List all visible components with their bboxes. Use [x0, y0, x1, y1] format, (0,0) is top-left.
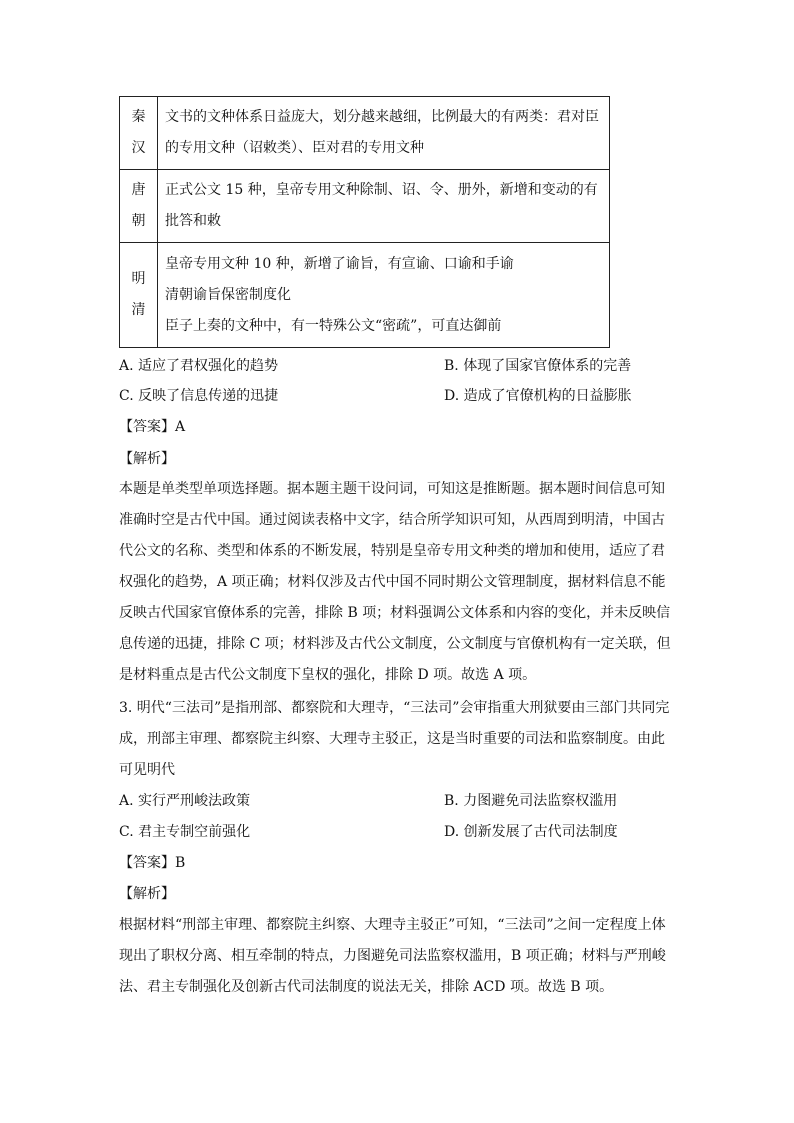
era-cell [120, 97, 158, 170]
era-cell [120, 243, 158, 348]
description-line: 臣子上奏的文种中，有一特殊公文“密疏”，可直达御前 [165, 317, 502, 334]
era-char: 清 [131, 302, 146, 318]
q3-analysis-label: 【解析】 [119, 886, 175, 902]
q3-option-d: D. 创新发展了古代司法制度 [444, 824, 618, 840]
q3-stem [119, 693, 669, 786]
q3-option-b: B. 力图避免司法监察权滥用 [444, 793, 618, 809]
era-char: 唐 [131, 182, 146, 198]
stem-line: 成，刑部主审理、都察院主纠察、大理寺主驳正，这是当时重要的司法和监察制度。由此 [119, 731, 665, 747]
era-cell [120, 170, 158, 243]
analysis-line: 现出了职权分离、相互牵制的特点，力图避免司法监察权滥用，B 项正确；材料与严刑峻 [119, 948, 666, 964]
description-line: 清朝谕旨保密制度化 [165, 286, 291, 303]
analysis-line: 本题是单类型单项选择题。据本题主题干设问词，可知这是推断题。据本题时间信息可知 [119, 481, 665, 497]
q2-option-c: C. 反映了信息传递的迅捷 [119, 388, 279, 404]
description-line: 的专用文种（诏敕类）、臣对君的专用文种 [165, 140, 424, 156]
analysis-line: 权强化的趋势，A 项正确；材料仅涉及古代中国不同时期公文管理制度，据材料信息不能 [119, 574, 666, 590]
table-row [120, 170, 610, 243]
era-char: 汉 [131, 140, 146, 156]
description-line: 文书的文种体系日益庞大，划分越来越细，比例最大的有两类：君对臣 [165, 109, 599, 125]
analysis-line: 是材料重点是古代公文制度下皇权的强化，排除 D 项。故选 A 项。 [119, 667, 537, 683]
description-cell [158, 243, 610, 348]
description-line: 正式公文 15 种，皇帝专用文种除制、诏、令、册外，新增和变动的有 [165, 182, 598, 198]
q2-analysis [119, 474, 669, 691]
table-row [120, 97, 610, 170]
q2-option-b: B. 体现了国家官僚体系的完善 [444, 358, 632, 374]
analysis-line: 准确时空是古代中国。通过阅读表格中文字，结合所学知识可知，从西周到明清，中国古 [119, 512, 665, 528]
stem-line: 3. 明代“三法司”是指刑部、都察院和大理寺，“三法司”会审指重大刑狱要由三部门共同完 [119, 700, 670, 716]
analysis-line: 法、君主专制强化及创新古代司法制度的说法无关，排除 ACD 项。故选 B 项。 [119, 979, 614, 995]
q2-answer: 【答案】A [119, 419, 186, 435]
era-char: 秦 [131, 109, 146, 125]
analysis-line: 根据材料“刑部主审理、都察院主纠察、大理寺主驳正”可知，“三法司”之间一定程度上体 [119, 917, 666, 933]
table-row [120, 243, 610, 348]
description-cell [158, 170, 610, 243]
q3-analysis [119, 910, 669, 1003]
analysis-line: 代公文的名称、类型和体系的不断发展，特别是皇帝专用文种类的增加和使用，适应了君 [119, 543, 665, 559]
q3-answer: 【答案】B [119, 855, 186, 871]
description-line: 皇帝专用文种 10 种，新增了谕旨，有宣谕、口谕和手谕 [165, 255, 514, 272]
q2-option-d: D. 造成了官僚机构的日益膨胀 [444, 388, 632, 404]
era-char: 朝 [131, 213, 146, 229]
stem-line: 可见明代 [119, 762, 175, 778]
q3-option-c: C. 君主专制空前强化 [119, 824, 251, 840]
q2-analysis-label: 【解析】 [119, 451, 175, 467]
description-line: 批答和敕 [165, 213, 221, 229]
analysis-line: 息传递的迅捷，排除 C 项；材料涉及古代公文制度，公文制度与官僚机构有一定关联，但 [119, 636, 671, 652]
q3-option-a: A. 实行严刑峻法政策 [119, 793, 251, 809]
analysis-line: 反映古代国家官僚体系的完善，排除 B 项；材料强调公文体系和内容的变化，并未反映信 [119, 605, 671, 621]
history-table [119, 96, 610, 348]
q2-option-a: A. 适应了君权强化的趋势 [119, 358, 279, 374]
era-char: 明 [131, 271, 146, 287]
description-cell [158, 97, 610, 170]
